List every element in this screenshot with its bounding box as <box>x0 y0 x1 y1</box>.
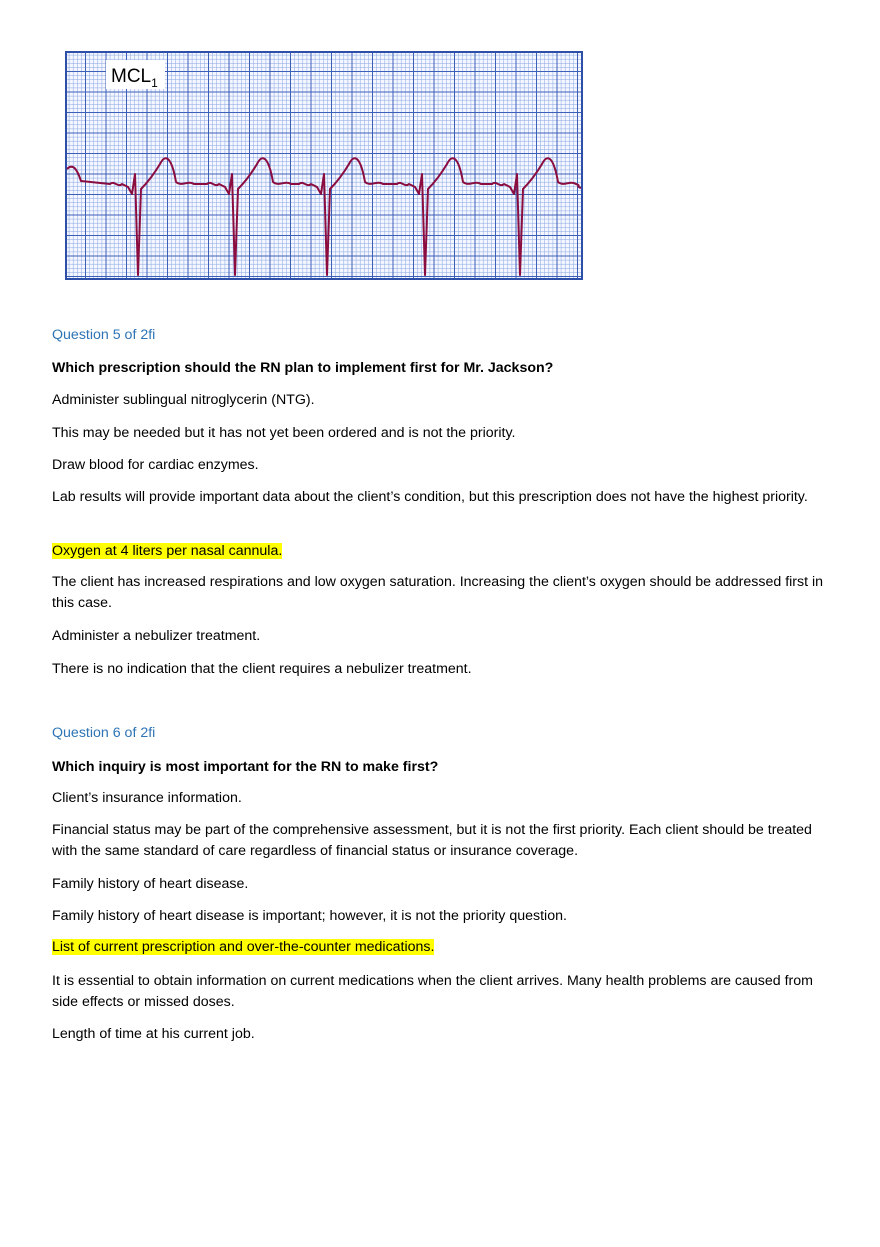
question-6-prompt: Which inquiry is most important for the RN to make first? <box>52 759 439 775</box>
lead-label-sub: 1 <box>151 76 158 90</box>
lead-label-main: MCL <box>111 66 152 87</box>
question-5-option-2: Draw blood for cardiac enzymes. <box>52 457 259 473</box>
question-6-option-1: Client’s insurance information. <box>52 790 242 806</box>
question-6-option-2: Family history of heart disease. <box>52 876 249 892</box>
svg-text:MCL1 <box>111 66 158 90</box>
ecg-strip-figure <box>65 51 583 280</box>
question-6-rationale-3: It is essential to obtain information on current medications when the client arrives. Many health problems are caused from side effects or missed doses. <box>52 973 813 1010</box>
question-5-prompt: Which prescription should the RN plan to implement first for Mr. Jackson? <box>52 360 554 376</box>
question-5-rationale-1: This may be needed but it has not yet been ordered and is not the priority. <box>52 425 516 441</box>
question-5-option-3-correct <box>52 541 832 562</box>
question-6-option-4: Length of time at his current job. <box>52 1026 255 1042</box>
question-6-header: Question 6 of 2fi <box>52 725 156 741</box>
question-5-option-4: Administer a nebulizer treatment. <box>52 628 261 644</box>
question-5-rationale-4: There is no indication that the client requires a nebulizer treatment. <box>52 661 472 677</box>
question-5-rationale-3: The client has increased respirations and low oxygen saturation. Increasing the client’s oxygen should be addressed first in this case. <box>52 574 824 611</box>
question-6-option-3-correct <box>52 937 832 958</box>
question-5-rationale-2: Lab results will provide important data about the client’s condition, but this prescription does not have the highest priority. <box>52 489 808 505</box>
highlighted-answer: Oxygen at 4 liters per nasal cannula. <box>52 543 283 559</box>
question-6-rationale-2: Family history of heart disease is important; however, it is not the priority question. <box>52 908 567 924</box>
lead-label <box>106 60 165 90</box>
question-5-option-1: Administer sublingual nitroglycerin (NTG). <box>52 392 315 408</box>
question-6-rationale-1: Financial status may be part of the comprehensive assessment, but it is not the first priority. Each client should be treated with the same standard of care regardless of financial status or insurance coverage. <box>52 822 812 859</box>
highlighted-answer: List of current prescription and over-the-counter medications. <box>52 939 435 955</box>
question-5-header: Question 5 of 2fi <box>52 327 156 343</box>
